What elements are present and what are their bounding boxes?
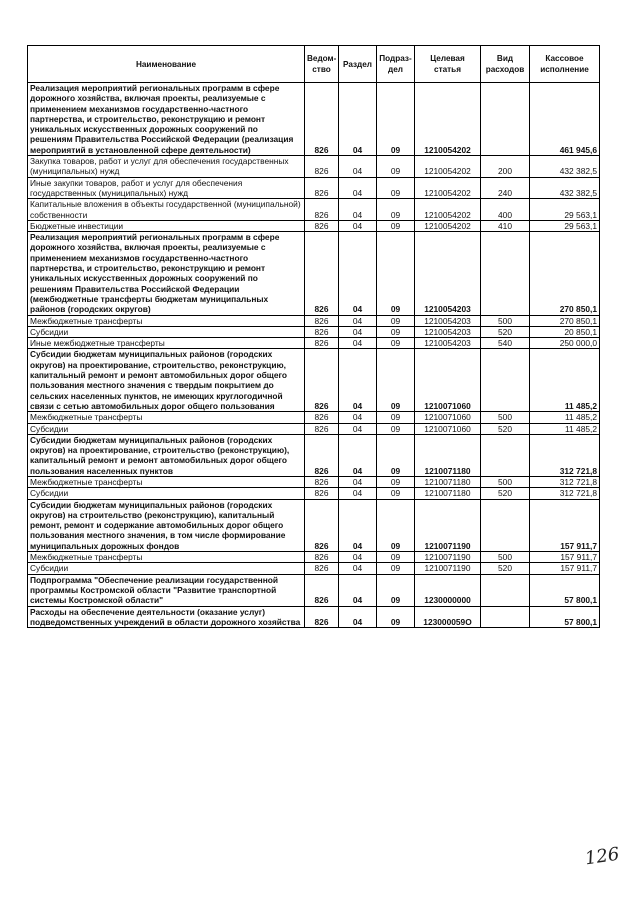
row-name-cell: Подпрограмма "Обеспечение реализации государственной программы Костромской области "Развитие транспортной системы Костромской области" [28,574,305,606]
table-row [28,423,600,434]
row-amount-cell: 20 850,1 [530,326,600,337]
row-name-cell: Субсидии бюджетам муниципальных районов (городских округов) на проектирование, строительство (реконструкцию), капитальный ремонт и ремонт автомобильных дорог общего пользования населенных пунктов [28,434,305,476]
row-celevaya-statya-cell: 1210071060 [415,412,481,423]
row-vid-rashodov-cell [481,606,530,628]
budget-table [27,45,600,628]
row-vedomstvo-cell: 826 [305,156,339,178]
table-row [28,476,600,487]
row-vid-rashodov-cell: 200 [481,156,530,178]
table-row [28,563,600,574]
row-name-cell: Субсидии [28,563,305,574]
row-celevaya-statya-cell: 1210071190 [415,552,481,563]
row-celevaya-statya-cell: 1210071180 [415,488,481,499]
row-name-cell: Межбюджетные трансферты [28,315,305,326]
row-name-cell: Субсидии бюджетам муниципальных районов (городских округов) на строительство (реконструкцию), капитальный ремонт, ремонт и содержание автомобильных дорог общего пользования местного значения, в том числе формирование муниципальных дорожных фондов [28,499,305,551]
row-razdel-cell: 04 [339,423,377,434]
row-vedomstvo-cell: 826 [305,434,339,476]
row-vedomstvo-cell: 826 [305,232,339,315]
row-vid-rashodov-cell: 500 [481,412,530,423]
row-vid-rashodov-cell [481,574,530,606]
row-podrazdel-cell: 09 [377,220,415,231]
row-razdel-cell: 04 [339,199,377,221]
row-vid-rashodov-cell: 500 [481,476,530,487]
row-vedomstvo-cell: 826 [305,499,339,551]
row-name-cell: Межбюджетные трансферты [28,552,305,563]
row-vedomstvo-cell: 826 [305,220,339,231]
row-razdel-cell: 04 [339,232,377,315]
row-razdel-cell: 04 [339,326,377,337]
header-podrazdel: Подраз-дел [377,46,415,83]
row-razdel-cell: 04 [339,606,377,628]
row-vedomstvo-cell: 826 [305,606,339,628]
row-podrazdel-cell: 09 [377,423,415,434]
row-podrazdel-cell: 09 [377,349,415,412]
row-celevaya-statya-cell: 1210071180 [415,434,481,476]
row-podrazdel-cell: 09 [377,563,415,574]
row-name-cell: Субсидии [28,423,305,434]
row-amount-cell: 29 563,1 [530,220,600,231]
row-razdel-cell: 04 [339,434,377,476]
table-row [28,315,600,326]
row-razdel-cell: 04 [339,552,377,563]
row-amount-cell: 432 382,5 [530,177,600,199]
row-podrazdel-cell: 09 [377,574,415,606]
row-amount-cell: 11 485,2 [530,349,600,412]
row-razdel-cell: 04 [339,220,377,231]
row-vid-rashodov-cell: 240 [481,177,530,199]
row-vid-rashodov-cell [481,349,530,412]
row-vid-rashodov-cell: 400 [481,199,530,221]
row-podrazdel-cell: 09 [377,315,415,326]
row-podrazdel-cell: 09 [377,552,415,563]
row-razdel-cell: 04 [339,315,377,326]
row-podrazdel-cell: 09 [377,156,415,178]
row-name-cell: Межбюджетные трансферты [28,476,305,487]
table-row [28,83,600,156]
row-vid-rashodov-cell: 540 [481,338,530,349]
table-row [28,488,600,499]
row-podrazdel-cell: 09 [377,199,415,221]
table-row [28,220,600,231]
row-razdel-cell: 04 [339,563,377,574]
table-row [28,156,600,178]
row-podrazdel-cell: 09 [377,326,415,337]
row-celevaya-statya-cell: 1210054202 [415,177,481,199]
row-razdel-cell: 04 [339,338,377,349]
row-podrazdel-cell: 09 [377,434,415,476]
row-razdel-cell: 04 [339,412,377,423]
row-vedomstvo-cell: 826 [305,563,339,574]
row-name-cell: Реализация мероприятий региональных программ в сфере дорожного хозяйства, включая проекты, реализуемые с применением механизмов государственно-частного партнерства, и строительство, реконструкцию и ремонт уникальных искусственных дорожных сооружений по решениям Правительства Российской Федерации (межбюджетные трансферты бюджетам муниципальных районов (городских округов) [28,232,305,315]
row-name-cell: Субсидии [28,488,305,499]
page-number: 126 [583,843,621,870]
table-row [28,552,600,563]
row-celevaya-statya-cell: 1210054202 [415,156,481,178]
row-vedomstvo-cell: 826 [305,338,339,349]
row-name-cell: Реализация мероприятий региональных программ в сфере дорожного хозяйства, включая проекты, реализуемые с применением механизмов государственно-частного партнерства, и строительство, реконструкцию и ремонт уникальных искусственных дорожных сооружений по решениям Правительства Российской Федерации (реализация мероприятий в установленной сфере деятельности) [28,83,305,156]
row-name-cell: Субсидии [28,326,305,337]
row-vedomstvo-cell: 826 [305,199,339,221]
row-vid-rashodov-cell: 520 [481,423,530,434]
row-vedomstvo-cell: 826 [305,412,339,423]
row-amount-cell: 270 850,1 [530,315,600,326]
row-podrazdel-cell: 09 [377,488,415,499]
table-row [28,199,600,221]
row-celevaya-statya-cell: 1210054203 [415,232,481,315]
row-vid-rashodov-cell: 520 [481,326,530,337]
row-vid-rashodov-cell [481,83,530,156]
table-row [28,412,600,423]
row-vid-rashodov-cell: 410 [481,220,530,231]
row-amount-cell: 312 721,8 [530,476,600,487]
row-vid-rashodov-cell [481,499,530,551]
row-razdel-cell: 04 [339,349,377,412]
row-podrazdel-cell: 09 [377,499,415,551]
row-vid-rashodov-cell: 500 [481,552,530,563]
row-vedomstvo-cell: 826 [305,326,339,337]
row-celevaya-statya-cell: 1210071060 [415,349,481,412]
table-row [28,499,600,551]
row-celevaya-statya-cell: 1210054202 [415,199,481,221]
row-vedomstvo-cell: 826 [305,574,339,606]
row-name-cell: Субсидии бюджетам муниципальных районов (городских округов) на проектирование, строительство, реконструкцию, капитальный ремонт и ремонт автомобильных дорог общего пользования местного значения с твердым покрытием до сельских населенных пунктов, не имеющих круглогодичной связи с сетью автомобильных дорог общего пользования [28,349,305,412]
row-celevaya-statya-cell: 1210071180 [415,476,481,487]
table-row [28,574,600,606]
header-vid-rashodov: Вид расходов [481,46,530,83]
table-row [28,177,600,199]
row-podrazdel-cell: 09 [377,606,415,628]
table-row [28,434,600,476]
row-amount-cell: 157 911,7 [530,552,600,563]
table-body [28,83,600,628]
row-amount-cell: 250 000,0 [530,338,600,349]
row-celevaya-statya-cell: 1210054202 [415,83,481,156]
row-name-cell: Иные закупки товаров, работ и услуг для обеспечения государственных (муниципальных) нужд [28,177,305,199]
row-celevaya-statya-cell: 1210054203 [415,315,481,326]
row-name-cell: Межбюджетные трансферты [28,412,305,423]
row-amount-cell: 11 485,2 [530,423,600,434]
row-podrazdel-cell: 09 [377,232,415,315]
row-amount-cell: 461 945,6 [530,83,600,156]
row-celevaya-statya-cell: 123000059О [415,606,481,628]
row-podrazdel-cell: 09 [377,338,415,349]
row-vedomstvo-cell: 826 [305,177,339,199]
row-vid-rashodov-cell [481,232,530,315]
row-vedomstvo-cell: 826 [305,83,339,156]
row-vedomstvo-cell: 826 [305,423,339,434]
row-razdel-cell: 04 [339,177,377,199]
row-vid-rashodov-cell: 500 [481,315,530,326]
header-kassovoe-ispolnenie: Кассовое исполнение [530,46,600,83]
row-vid-rashodov-cell: 520 [481,563,530,574]
row-amount-cell: 312 721,8 [530,488,600,499]
table-header-row [28,46,600,83]
row-razdel-cell: 04 [339,488,377,499]
row-razdel-cell: 04 [339,83,377,156]
row-celevaya-statya-cell: 1210054203 [415,326,481,337]
row-razdel-cell: 04 [339,156,377,178]
row-vedomstvo-cell: 826 [305,476,339,487]
row-amount-cell: 29 563,1 [530,199,600,221]
row-amount-cell: 11 485,2 [530,412,600,423]
row-vedomstvo-cell: 826 [305,349,339,412]
row-name-cell: Закупка товаров, работ и услуг для обеспечения государственных (муниципальных) нужд [28,156,305,178]
row-celevaya-statya-cell: 1210071190 [415,563,481,574]
row-razdel-cell: 04 [339,499,377,551]
row-celevaya-statya-cell: 1210071060 [415,423,481,434]
row-podrazdel-cell: 09 [377,177,415,199]
row-celevaya-statya-cell: 1230000000 [415,574,481,606]
row-amount-cell: 157 911,7 [530,499,600,551]
header-name: Наименование [28,46,305,83]
row-podrazdel-cell: 09 [377,476,415,487]
row-podrazdel-cell: 09 [377,412,415,423]
header-vedomstvo: Ведом-ство [305,46,339,83]
row-vedomstvo-cell: 826 [305,552,339,563]
row-celevaya-statya-cell: 1210054202 [415,220,481,231]
header-celevaya-statya: Целевая статья [415,46,481,83]
table-row [28,338,600,349]
table-row [28,349,600,412]
row-name-cell: Капитальные вложения в объекты государственной (муниципальной) собственности [28,199,305,221]
table-row [28,606,600,628]
row-amount-cell: 57 800,1 [530,574,600,606]
row-amount-cell: 57 800,1 [530,606,600,628]
row-vid-rashodov-cell: 520 [481,488,530,499]
row-vedomstvo-cell: 826 [305,488,339,499]
row-razdel-cell: 04 [339,476,377,487]
row-celevaya-statya-cell: 1210054203 [415,338,481,349]
row-celevaya-statya-cell: 1210071190 [415,499,481,551]
row-name-cell: Расходы на обеспечение деятельности (оказание услуг) подведомственных учреждений в области дорожного хозяйства [28,606,305,628]
row-vid-rashodov-cell [481,434,530,476]
row-razdel-cell: 04 [339,574,377,606]
table-row [28,232,600,315]
row-podrazdel-cell: 09 [377,83,415,156]
row-amount-cell: 312 721,8 [530,434,600,476]
table-row [28,326,600,337]
row-name-cell: Бюджетные инвестиции [28,220,305,231]
row-amount-cell: 157 911,7 [530,563,600,574]
row-amount-cell: 270 850,1 [530,232,600,315]
row-name-cell: Иные межбюджетные трансферты [28,338,305,349]
header-razdel: Раздел [339,46,377,83]
row-vedomstvo-cell: 826 [305,315,339,326]
row-amount-cell: 432 382,5 [530,156,600,178]
